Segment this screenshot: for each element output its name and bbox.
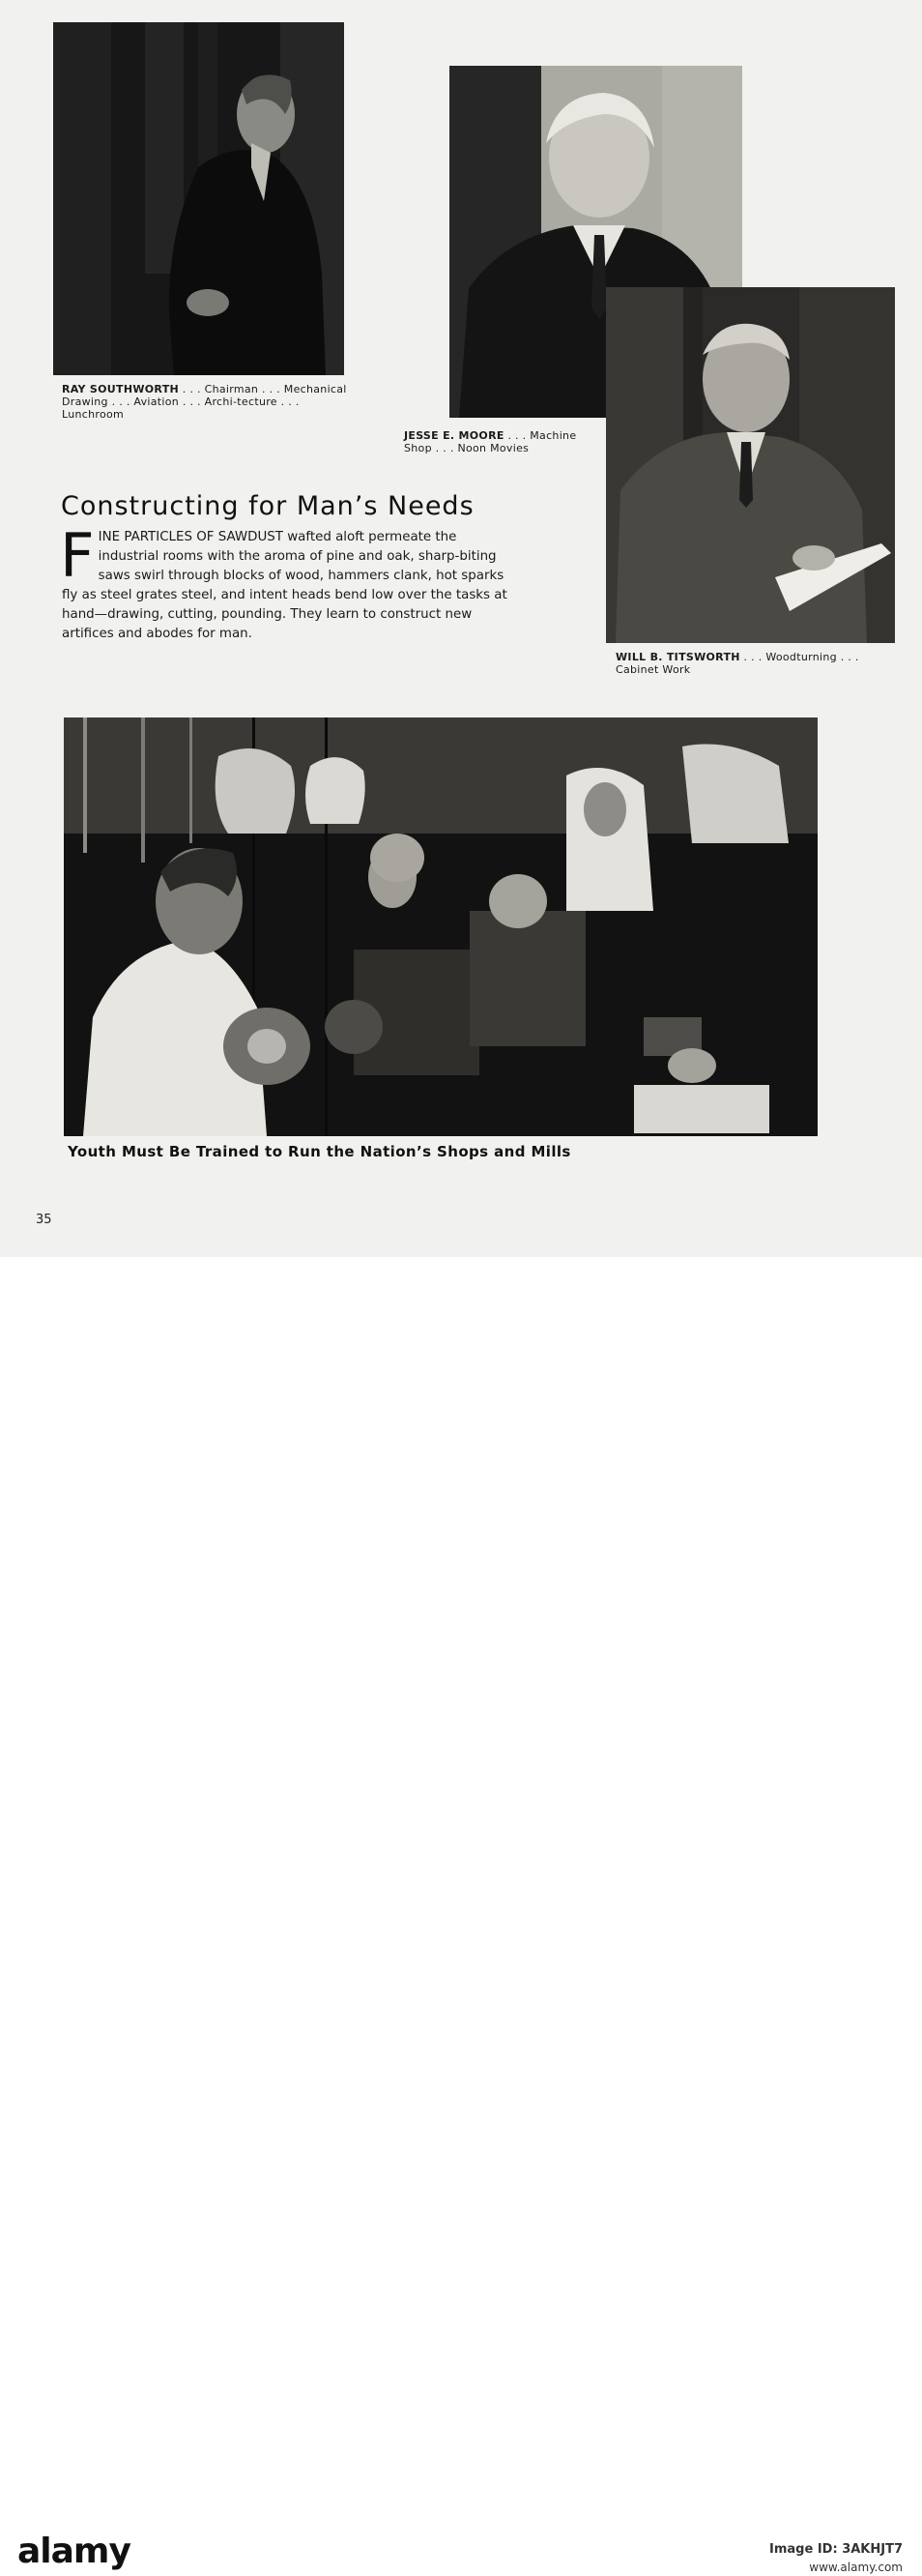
yearbook-page: [0, 0, 922, 1257]
shop-photo: [64, 717, 818, 1136]
drop-cap: F: [60, 520, 95, 591]
article-body: [60, 520, 508, 644]
article-lead-in: INE PARTICLES OF SAWDUST: [98, 530, 283, 544]
article-body-text: wafted aloft permeate the industrial rooms with the aroma of pine and oak, sharp-biting saws swirl through blocks of wood, hammers clank, hot sparks fly as steel grates steel, and intent heads bend low over the tasks at hand—drawing, cutting, pounding. They learn to construct new artifices and abodes for man.: [62, 530, 507, 641]
caption-name: JESSE E. MOORE: [404, 429, 504, 442]
portrait-photo-ray-southworth: [53, 22, 344, 375]
caption-detail: . . . Chairman . . . Mechanical Drawing . . . Aviation . . . Archi-tecture . . . Lunchroom: [62, 383, 347, 421]
watermark-logo: alamy: [17, 2532, 130, 2571]
caption-name: RAY SOUTHWORTH: [62, 383, 180, 395]
watermark-footer: [0, 1257, 922, 2574]
page-number: 35: [36, 1213, 52, 1227]
bottom-photo-caption: Youth Must Be Trained to Run the Nation’s Shops and Mills: [68, 1143, 571, 1160]
caption-name: WILL B. TITSWORTH: [616, 651, 740, 663]
article-headline: Constructing for Man’s Needs: [61, 491, 475, 521]
caption-will-titsworth: [616, 651, 906, 676]
caption-jesse-moore: [404, 429, 602, 454]
watermark-meta: [769, 2541, 903, 2576]
caption-ray-southworth: [62, 383, 352, 421]
watermark-site: www.alamy.com: [809, 2561, 903, 2574]
caption-detail: . . . Woodturning . . . Cabinet Work: [616, 651, 859, 676]
caption-detail: . . . Machine Shop . . . Noon Movies: [404, 429, 577, 454]
portrait-photo-will-titsworth: [606, 287, 895, 643]
watermark-image-id: Image ID: 3AKHJT7: [769, 2542, 903, 2557]
